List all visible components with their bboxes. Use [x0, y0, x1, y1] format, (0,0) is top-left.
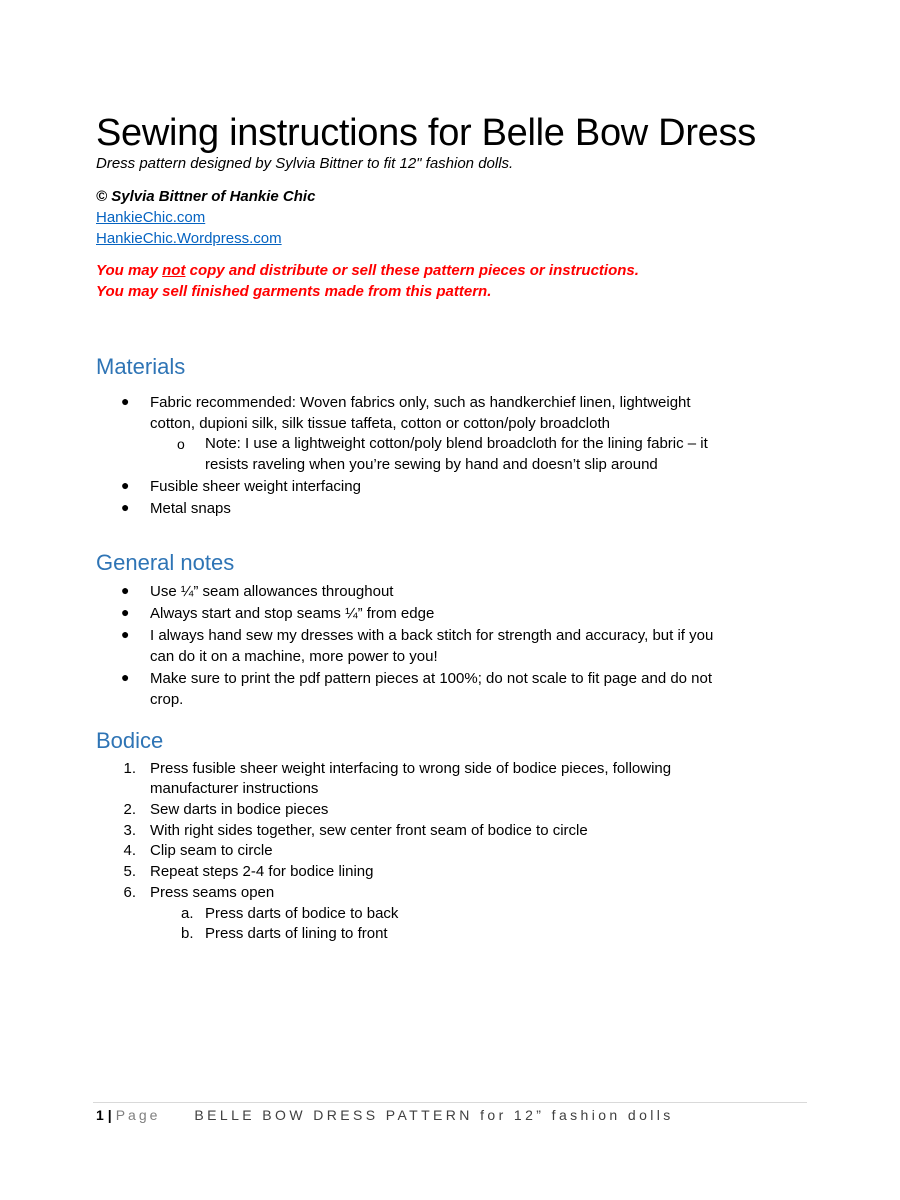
page-number: 1 [96, 1107, 104, 1123]
copy-warning [96, 261, 639, 281]
bullet-icon: ● [121, 626, 130, 642]
bullet-icon: ● [121, 393, 130, 409]
materials-note: Note: I use a lightweight cotton/poly blend broadcloth for the lining fabric – it [205, 435, 708, 452]
copy-warning-start: You may [96, 262, 163, 279]
materials-item-fabric-cont: cotton, dupioni silk, silk tissue taffeta, cotton or cotton/poly broadcloth [150, 415, 610, 432]
step-number: 1. [123, 760, 136, 777]
copy-warning-end: copy and distribute or sell these pattern pieces or instructions. [185, 262, 639, 279]
circle-bullet-icon: o [177, 436, 185, 452]
bodice-step-1-cont: manufacturer instructions [150, 780, 319, 797]
notes-item-print-cont: crop. [150, 691, 184, 708]
notes-item-seam-allowance: Use ¼” seam allowances throughout [150, 583, 394, 600]
bodice-substep-b: Press darts of lining to front [205, 925, 388, 942]
document-title: Sewing instructions for Belle Bow Dress [96, 112, 756, 154]
bullet-icon: ● [121, 499, 130, 515]
footer-separator: | [107, 1107, 112, 1123]
bodice-step-1: Press fusible sheer weight interfacing to wrong side of bodice pieces, following [150, 760, 672, 777]
substep-letter: b. [181, 925, 194, 942]
bodice-substep-a: Press darts of bodice to back [205, 905, 399, 922]
notes-item-print: Make sure to print the pdf pattern pieces at 100%; do not scale to fit page and do not [150, 670, 713, 687]
bullet-icon: ● [121, 477, 130, 493]
bodice-step-6: Press seams open [150, 884, 275, 901]
bullet-icon: ● [121, 669, 130, 685]
notes-item-hand-sew: I always hand sew my dresses with a back stitch for strength and accuracy, but if you [150, 627, 714, 644]
materials-note-cont: resists raveling when you’re sewing by hand and doesn’t slip around [205, 456, 658, 473]
document-subtitle: Dress pattern designed by Sylvia Bittner to fit 12" fashion dolls. [96, 155, 514, 172]
page-label: Page [115, 1107, 161, 1123]
bullet-icon: ● [121, 604, 130, 620]
notes-item-hand-sew-cont: can do it on a machine, more power to you! [150, 648, 438, 665]
sell-notice: You may sell finished garments made from this pattern. [96, 283, 492, 300]
bodice-step-5: Repeat steps 2-4 for bodice lining [150, 863, 374, 880]
materials-item-snaps: Metal snaps [150, 500, 231, 517]
step-number: 2. [123, 801, 136, 818]
footer-divider [93, 1102, 807, 1103]
step-number: 6. [123, 884, 136, 901]
materials-heading: Materials [96, 354, 186, 379]
bullet-icon: ● [121, 582, 130, 598]
materials-item-interfacing: Fusible sheer weight interfacing [150, 478, 361, 495]
copy-warning-emphasis: not [162, 262, 186, 279]
bodice-step-2: Sew darts in bodice pieces [150, 801, 329, 818]
bodice-step-4: Clip seam to circle [150, 842, 273, 859]
step-number: 3. [123, 822, 136, 839]
general-notes-heading: General notes [96, 550, 235, 575]
materials-item-fabric: Fabric recommended: Woven fabrics only, such as handkerchief linen, lightweight [150, 394, 691, 411]
bodice-heading: Bodice [96, 728, 164, 753]
running-title: BELLE BOW DRESS PATTERN for 12” fashion dolls [194, 1107, 674, 1123]
step-number: 4. [123, 842, 136, 859]
step-number: 5. [123, 863, 136, 880]
copyright-notice: © Sylvia Bittner of Hankie Chic [96, 188, 316, 205]
website-link[interactable]: HankieChic.com [96, 209, 206, 226]
notes-item-start-stop: Always start and stop seams ¼” from edge [150, 605, 435, 622]
substep-letter: a. [181, 905, 194, 922]
page-footer [96, 1105, 674, 1125]
bodice-step-3: With right sides together, sew center front seam of bodice to circle [150, 822, 588, 839]
blog-link[interactable]: HankieChic.Wordpress.com [96, 230, 282, 247]
